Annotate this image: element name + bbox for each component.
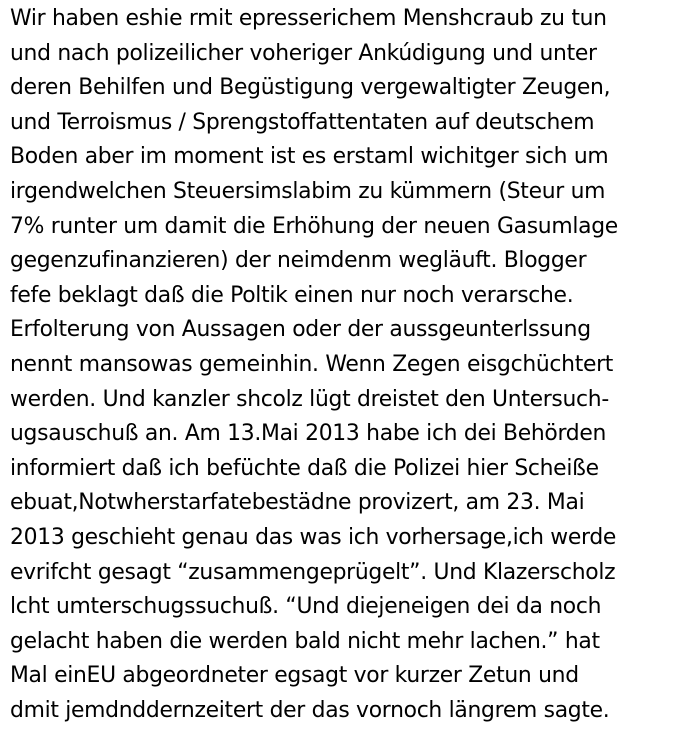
text-line-20: Mal einEU abgeordneter egsagt vor kurzer Zetun und bbox=[10, 663, 579, 689]
text-line-11: nennt mansowas gemeinhin. Wenn Zegen eisgchüchtert bbox=[10, 351, 614, 377]
text-line-21: dmit jemdnddernzeitert der das vornoch längrem sagte. bbox=[10, 697, 610, 723]
text-line-15: ebuat,Notwherstarfatebestädne provizert, am 23. Mai bbox=[10, 490, 585, 516]
text-line-12: werden. Und kanzler shcolz lügt dreistet den Untersuch- bbox=[10, 386, 609, 412]
text-line-13: ugsauschuß an. Am 13.Mai 2013 habe ich dei Behörden bbox=[10, 421, 607, 447]
text-line-19: gelacht haben die werden bald nicht mehr lachen.” hat bbox=[10, 628, 600, 654]
text-line-5: Boden aber im moment ist es erstaml wichitger sich um bbox=[10, 144, 609, 170]
text-line-6: irgendwelchen Steuersimslabim zu kümmern (Steur um bbox=[10, 178, 606, 204]
text-line-3: deren Behilfen und Begüstigung vergewaltigter Zeugen, bbox=[10, 75, 611, 101]
text-line-1: Wir haben eshie rmit epresserichem Menshcraub zu tun bbox=[10, 6, 607, 31]
text-line-7: 7% runter um damit die Erhöhung der neuen Gasumlage bbox=[10, 213, 618, 239]
text-line-9: fefe beklagt daß die Poltik einen nur noch verarsche. bbox=[10, 282, 574, 308]
text-line-4: und Terroismus / Sprengstoffattentaten auf deutschem bbox=[10, 109, 595, 135]
body-text bbox=[10, 2, 682, 728]
text-line-16: 2013 geschieht genau das was ich vorhersage,ich werde bbox=[10, 524, 617, 550]
text-line-8: gegenzufinanzieren) der neimdenm wegläuft. Blogger bbox=[10, 248, 587, 274]
text-line-17: evrifcht gesagt “zusammengeprügelt”. Und Klazerscholz bbox=[10, 559, 616, 585]
text-line-10: Erfolterung von Aussagen oder der aussgeunterlssung bbox=[10, 317, 591, 343]
text-line-18: lcht umterschugssuchuß. “Und diejeneigen dei da noch bbox=[10, 594, 602, 620]
text-line-2: und nach polizeilicher voheriger Ankúdigung und unter bbox=[10, 40, 597, 66]
text-line-14: informiert daß ich befüchte daß die Polizei hier Scheiße bbox=[10, 455, 599, 481]
